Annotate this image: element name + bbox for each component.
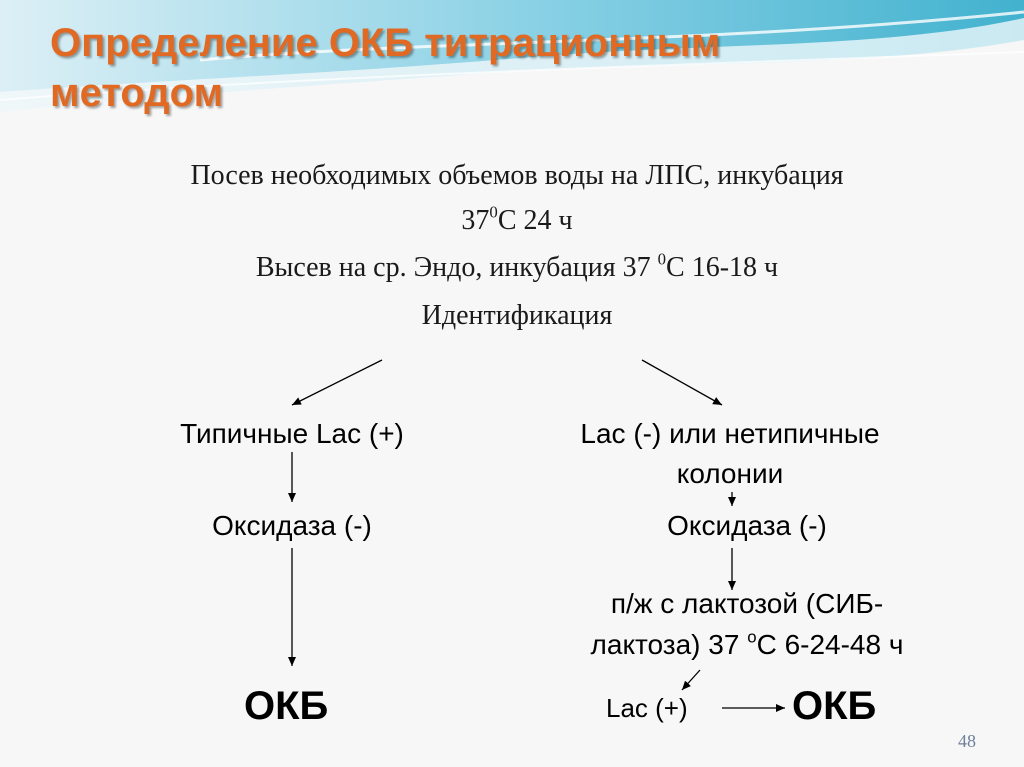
arrow-to-atypical <box>642 360 722 405</box>
left-oxidase-label: Оксидаза (-) <box>212 510 372 541</box>
lac-positive-label: Lac (+) <box>606 693 688 723</box>
step-endo-text: Высев на ср. Эндо, инкубация 37 <box>255 252 658 283</box>
right-result-okb: ОКБ <box>792 684 877 728</box>
step-inoculation-degree: 0 <box>489 202 498 222</box>
step-endo-degree: 0 <box>657 249 667 269</box>
slide-title-line2: методом <box>50 71 224 115</box>
typical-colonies-label: Типичные Lac (+) <box>180 418 404 449</box>
lactose-medium-time: С 6-24-48 ч <box>756 629 904 660</box>
arrow-to-typical <box>292 360 382 405</box>
atypical-colonies-line2: колонии <box>676 458 784 489</box>
right-oxidase-label: Оксидаза (-) <box>667 510 827 541</box>
slide-title-line1: Определение ОКБ титрационным <box>50 21 721 65</box>
lactose-medium-line1: п/ж с лактозой (СИБ- <box>610 588 884 619</box>
page-number: 48 <box>958 731 976 751</box>
atypical-colonies-line1: Lac (-) или нетипичные <box>580 418 880 449</box>
arrow-medium-to-lac <box>682 670 700 690</box>
step-inoculation-text: Посев необходимых объемов воды на ЛПС, инкубация <box>190 160 844 191</box>
step-endo-time: С 16-18 ч <box>666 252 779 283</box>
step-inoculation-temp: 37 <box>461 205 490 236</box>
step-inoculation-time: С 24 ч <box>497 205 573 236</box>
step-identification: Идентификация <box>421 300 613 331</box>
lactose-medium-degree: о <box>747 627 757 647</box>
left-result-okb: ОКБ <box>244 684 329 728</box>
lactose-medium-text: лактоза) 37 <box>590 629 748 660</box>
